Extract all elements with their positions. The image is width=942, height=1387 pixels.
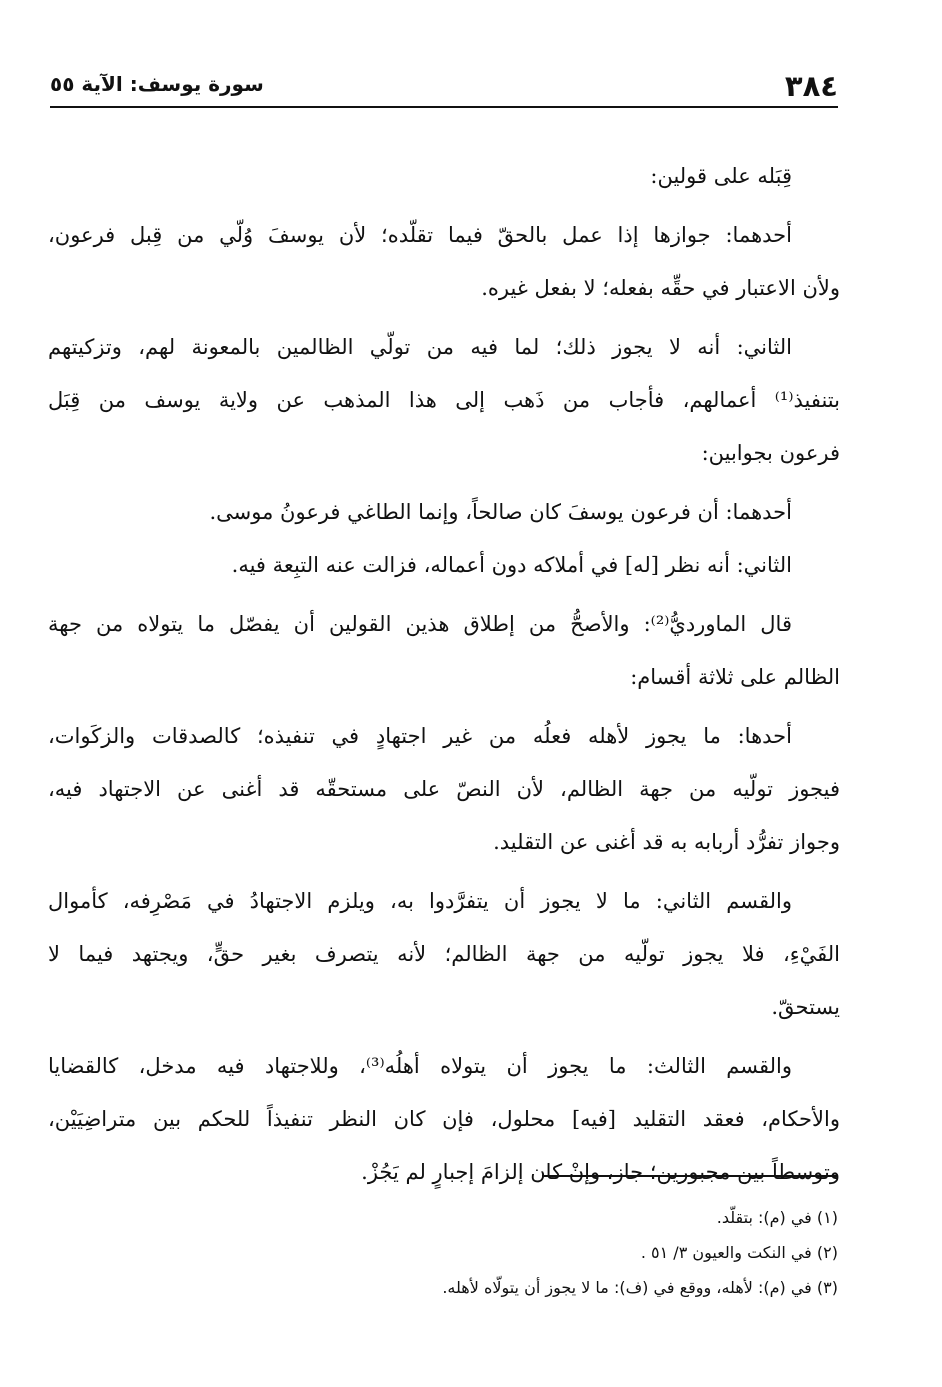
text-line: الثاني: أنه لا يجوز ذلك؛ لما فيه من تولّي الظالمين بالمعونة لهم، وتزكيتهم xyxy=(48,335,792,359)
text-line: أحدهما: جوازها إذا عمل بالحقّ فيما تقلّده؛ لأن يوسفَ وُلّي من قِبل فرعون، xyxy=(48,223,792,247)
footnote: (٣) في (م): لأهله، ووقع في (ف): ما لا يجوز أن يتولّاه لأهله. xyxy=(442,1278,838,1297)
page-number: ٣٨٤ xyxy=(784,69,838,103)
page-header xyxy=(50,62,838,104)
text-line: قِبَله على قولين: xyxy=(650,164,792,188)
text-line: ولأن الاعتبار في حقِّه بفعله؛ لا بفعل غيره. xyxy=(481,276,840,300)
footnotes xyxy=(200,1200,838,1305)
text-line: قال الماورديُّ⁽²⁾: والأصحُّ من إطلاق هذين القولين أن يفصّل ما يتولاه من جهة xyxy=(48,612,792,636)
footnote-rule xyxy=(542,1175,838,1177)
text-line: فرعون بجوابين: xyxy=(701,441,840,465)
text-line: بتنفيذ⁽¹⁾ أعمالهم، فأجاب من ذَهب إلى هذا المذهب عن ولاية يوسف من قِبَل xyxy=(48,388,840,412)
main-text xyxy=(48,150,840,1199)
text-line: والقسم الثالث: ما يجوز أن يتولاه أهلُه⁽³⁾، وللاجتهاد فيه مدخل، كالقضايا xyxy=(48,1054,792,1078)
text-line: والقسم الثاني: ما لا يجوز أن يتفرَّدوا به، ويلزم الاجتهادُ في مَصْرِفه، كأموال xyxy=(48,889,792,913)
text-line: الفَيْءِ، فلا يجوز تولّيه من جهة الظالم؛ لأنه يتصرف بغير حقٍّ، ويجتهد فيما لا xyxy=(48,942,840,966)
text-line: الثاني: أنه نظر [له] في أملاكه دون أعماله، فزالت عنه التبِعة فيه. xyxy=(231,553,792,577)
running-head: سورة يوسف: الآية ٥٥ xyxy=(50,72,264,96)
text-line: أحدهما: أن فرعون يوسفَ كان صالحاً، وإنما الطاغي فرعونُ موسى. xyxy=(209,500,792,524)
text-line: وتوسطاً بين مجبورين؛ جاز، وإنْ كان إلزامَ إجبارٍ لم يَجُزْ. xyxy=(361,1160,840,1184)
text-line: فيجوز تولّيه من جهة الظالم، لأن النصّ على مستحقّه قد أغنى عن الاجتهاد فيه، xyxy=(48,777,840,801)
footnote: (٢) في النكت والعيون ٣/ ٥١ . xyxy=(640,1243,838,1262)
text-line: وجواز تفرُّد أربابه به قد أغنى عن التقليد. xyxy=(493,830,840,854)
text-line: والأحكام، فعقد التقليد [فيه] محلول، فإن كان النظر تنفيذاً للحكم بين متراضِيَيْن، xyxy=(48,1107,840,1131)
text-line: الظالم على ثلاثة أقسام: xyxy=(630,665,840,689)
header-rule xyxy=(50,106,838,108)
text-line: يستحقّ. xyxy=(771,995,840,1019)
text-line: أحدها: ما يجوز لأهله فعلُه من غير اجتهادٍ في تنفيذه؛ كالصدقات والزكَوات، xyxy=(48,724,792,748)
footnote: (١) في (م): بتقلّد. xyxy=(716,1208,838,1227)
